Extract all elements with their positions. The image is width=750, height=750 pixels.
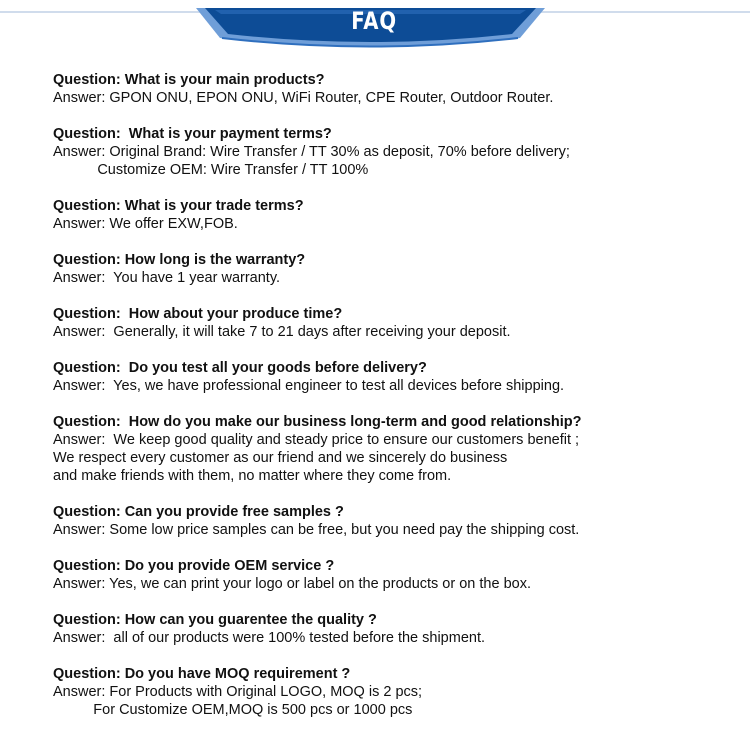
faq-question: Question: Do you have MOQ requirement ? bbox=[53, 666, 351, 682]
faq-answer-line: Answer: We offer EXW,FOB. bbox=[53, 216, 238, 232]
faq-answer-line: Answer: Yes, we can print your logo or label on the products or on the box. bbox=[53, 576, 531, 592]
faq-question: Question: What is your payment terms? bbox=[53, 126, 332, 142]
page-title: FAQ bbox=[351, 7, 397, 35]
faq-item bbox=[53, 413, 733, 485]
faq-answer-line: Answer: Generally, it will take 7 to 21 days after receiving your deposit. bbox=[53, 324, 511, 340]
faq-answer-line: Answer: For Products with Original LOGO, MOQ is 2 pcs; bbox=[53, 684, 423, 700]
faq-answer-line: Answer: all of our products were 100% tested before the shipment. bbox=[53, 630, 486, 646]
faq-question: Question: What is your trade terms? bbox=[53, 198, 304, 214]
faq-item bbox=[53, 305, 733, 341]
faq-question: Question: How do you make our business long-term and good relationship? bbox=[53, 414, 582, 430]
faq-question: Question: How about your produce time? bbox=[53, 306, 343, 322]
faq-answer-line: For Customize OEM,MOQ is 500 pcs or 1000 pcs bbox=[53, 702, 413, 718]
faq-answer-line: Answer: Some low price samples can be free, but you need pay the shipping cost. bbox=[53, 522, 580, 538]
faq-item bbox=[53, 611, 733, 647]
faq-question: Question: What is your main products? bbox=[53, 72, 325, 88]
faq-item bbox=[53, 71, 733, 107]
faq-item bbox=[53, 665, 733, 719]
faq-answer-line: Answer: We keep good quality and steady price to ensure our customers benefit ; bbox=[53, 432, 580, 448]
faq-item bbox=[53, 197, 733, 233]
faq-list bbox=[53, 71, 733, 737]
faq-question: Question: Can you provide free samples ? bbox=[53, 504, 344, 520]
faq-item bbox=[53, 359, 733, 395]
faq-question: Question: How can you guarentee the quality ? bbox=[53, 612, 377, 628]
faq-answer-line: Answer: GPON ONU, EPON ONU, WiFi Router, CPE Router, Outdoor Router. bbox=[53, 90, 554, 106]
faq-question: Question: Do you test all your goods before delivery? bbox=[53, 360, 427, 376]
faq-answer-line: Answer: Yes, we have professional engineer to test all devices before shipping. bbox=[53, 378, 565, 394]
faq-answer-line: We respect every customer as our friend and we sincerely do business bbox=[53, 450, 508, 466]
faq-item bbox=[53, 503, 733, 539]
faq-question: Question: Do you provide OEM service ? bbox=[53, 558, 335, 574]
faq-item bbox=[53, 251, 733, 287]
faq-item bbox=[53, 557, 733, 593]
faq-header-banner bbox=[0, 0, 750, 50]
faq-answer-line: Answer: You have 1 year warranty. bbox=[53, 270, 281, 286]
faq-answer-line: Customize OEM: Wire Transfer / TT 100% bbox=[53, 162, 369, 178]
faq-answer-line: Answer: Original Brand: Wire Transfer / TT 30% as deposit, 70% before delivery; bbox=[53, 144, 570, 160]
faq-answer-line: and make friends with them, no matter where they come from. bbox=[53, 468, 452, 484]
faq-question: Question: How long is the warranty? bbox=[53, 252, 306, 268]
faq-item bbox=[53, 125, 733, 179]
